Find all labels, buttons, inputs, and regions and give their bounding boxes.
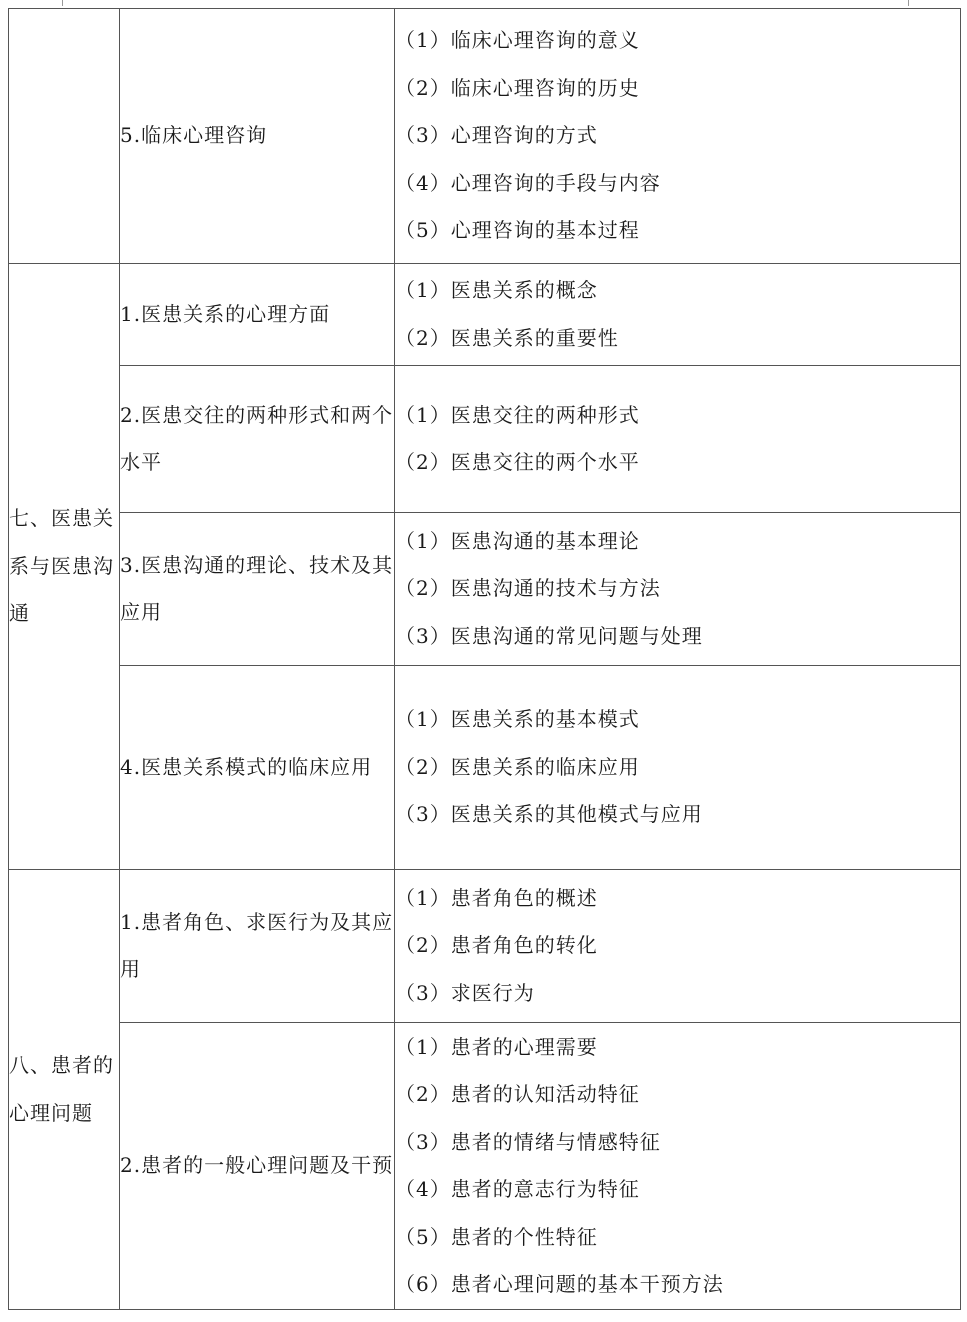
subtopic-cell xyxy=(120,9,395,264)
list-item: （2）医患交往的两个水平 xyxy=(395,450,640,474)
list-item: （1）医患关系的基本模式 xyxy=(395,707,640,732)
list-item: （2）医患关系的重要性 xyxy=(395,325,619,350)
list-item: （4）心理咨询的手段与内容 xyxy=(395,170,661,195)
syllabus-table xyxy=(8,8,961,1310)
subtopic-label: 3.医患沟通的理论、技术及其应用 xyxy=(120,552,394,624)
subtopic-label: 2.医患交往的两种形式和两个水平 xyxy=(120,402,394,474)
subtopic-cell xyxy=(120,1023,395,1310)
list-item: （1）患者角色的概述 xyxy=(395,885,598,910)
table-row-s7-2 xyxy=(9,366,961,513)
section-title-cell-7 xyxy=(9,264,120,870)
list-item: （2）患者角色的转化 xyxy=(395,933,598,958)
subtopic-cell xyxy=(120,264,395,366)
subtopic-cell xyxy=(120,870,395,1023)
subtopic-label: 2.患者的一般心理问题及干预 xyxy=(120,1153,394,1178)
items-cell xyxy=(395,513,961,666)
syllabus-table-container xyxy=(8,8,960,1310)
list-item: （1）医患关系的概念 xyxy=(395,278,598,302)
subtopic-label: 1.患者角色、求医行为及其应用 xyxy=(120,909,394,981)
items-cell xyxy=(395,264,961,366)
list-item: （3）医患关系的其他模式与应用 xyxy=(395,802,703,827)
subtopic-label: 4.医患关系模式的临床应用 xyxy=(120,754,373,779)
list-item: （2）医患关系的临床应用 xyxy=(395,754,640,779)
list-item: （3）医患沟通的常见问题与处理 xyxy=(395,623,703,648)
list-item: （1）医患交往的两种形式 xyxy=(395,402,640,427)
list-item: （2）医患沟通的技术与方法 xyxy=(395,576,661,601)
table-row-s8-2 xyxy=(9,1023,961,1310)
list-item: （2）临床心理咨询的历史 xyxy=(395,75,640,100)
list-item: （4）患者的意志行为特征 xyxy=(395,1177,640,1201)
page-corner-mark-right xyxy=(908,0,909,6)
subtopic-cell xyxy=(120,513,395,666)
list-item: （3）求医行为 xyxy=(395,980,535,1005)
section-title-8: 八、患者的心理问题 xyxy=(9,1053,114,1125)
items-cell xyxy=(395,1023,961,1310)
table-row-s7-4 xyxy=(9,666,961,870)
list-item: （1）临床心理咨询的意义 xyxy=(395,28,640,53)
list-item: （1）患者的心理需要 xyxy=(395,1034,598,1059)
page-corner-mark-left xyxy=(62,0,63,6)
section-title-cell-8 xyxy=(9,870,120,1310)
list-item: （5）患者的个性特征 xyxy=(395,1224,598,1249)
list-item: （5）心理咨询的基本过程 xyxy=(395,218,640,243)
items-cell xyxy=(395,366,961,513)
list-item: （2）患者的认知活动特征 xyxy=(395,1082,640,1106)
subtopic-label: 1.医患关系的心理方面 xyxy=(120,301,331,326)
items-cell xyxy=(395,870,961,1023)
items-cell xyxy=(395,666,961,870)
topic-cell-continued xyxy=(9,9,120,264)
list-item: （3）心理咨询的方式 xyxy=(395,123,598,148)
section-title-7: 七、医患关系与医患沟通 xyxy=(9,506,114,626)
subtopic-cell xyxy=(120,366,395,513)
table-row-s7-3 xyxy=(9,513,961,666)
table-row-clinical-counseling xyxy=(9,9,961,264)
items-cell xyxy=(395,9,961,264)
subtopic-label: 5.临床心理咨询 xyxy=(120,123,268,148)
table-row-s7-1 xyxy=(9,264,961,366)
list-item: （3）患者的情绪与情感特征 xyxy=(395,1129,661,1154)
subtopic-cell xyxy=(120,666,395,870)
list-item: （6）患者心理问题的基本干预方法 xyxy=(395,1272,724,1296)
table-row-s8-1 xyxy=(9,870,961,1023)
list-item: （1）医患沟通的基本理论 xyxy=(395,528,640,553)
